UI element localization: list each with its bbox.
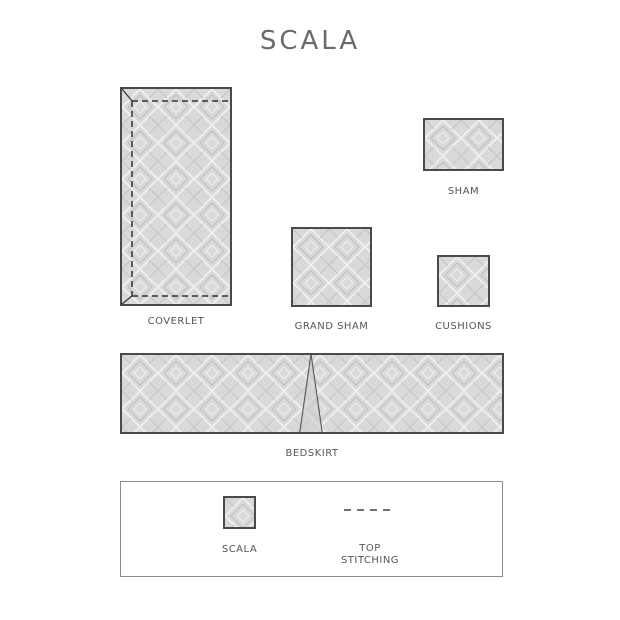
page-title: SCALA [259, 26, 361, 56]
sham-fabric [425, 120, 502, 169]
cushions-diagram [437, 255, 490, 307]
coverlet-fabric [122, 89, 230, 304]
legend-box [120, 481, 503, 577]
bedskirt-fabric [122, 355, 502, 432]
cushions-label: CUSHIONS [435, 321, 492, 332]
coverlet-label: COVERLET [147, 316, 205, 327]
legend-scala-swatch [223, 496, 256, 529]
legend-swatch-fabric [225, 498, 254, 527]
sham-diagram [423, 118, 504, 171]
legend-stitching-label-line2: STITCHING [340, 555, 400, 566]
legend-stitching-sample [344, 507, 396, 513]
grand-sham-label: GRAND SHAM [294, 321, 369, 332]
bedskirt-diagram [120, 353, 504, 434]
sham-label: SHAM [447, 186, 480, 197]
coverlet-diagram [120, 87, 232, 306]
grand-sham-fabric [293, 229, 370, 305]
legend-stitching-label-line1: TOP [359, 543, 381, 554]
cushions-fabric [439, 257, 488, 305]
bedskirt-label: BEDSKIRT [285, 448, 339, 459]
grand-sham-diagram [291, 227, 372, 307]
legend-scala-label: SCALA [221, 544, 258, 555]
